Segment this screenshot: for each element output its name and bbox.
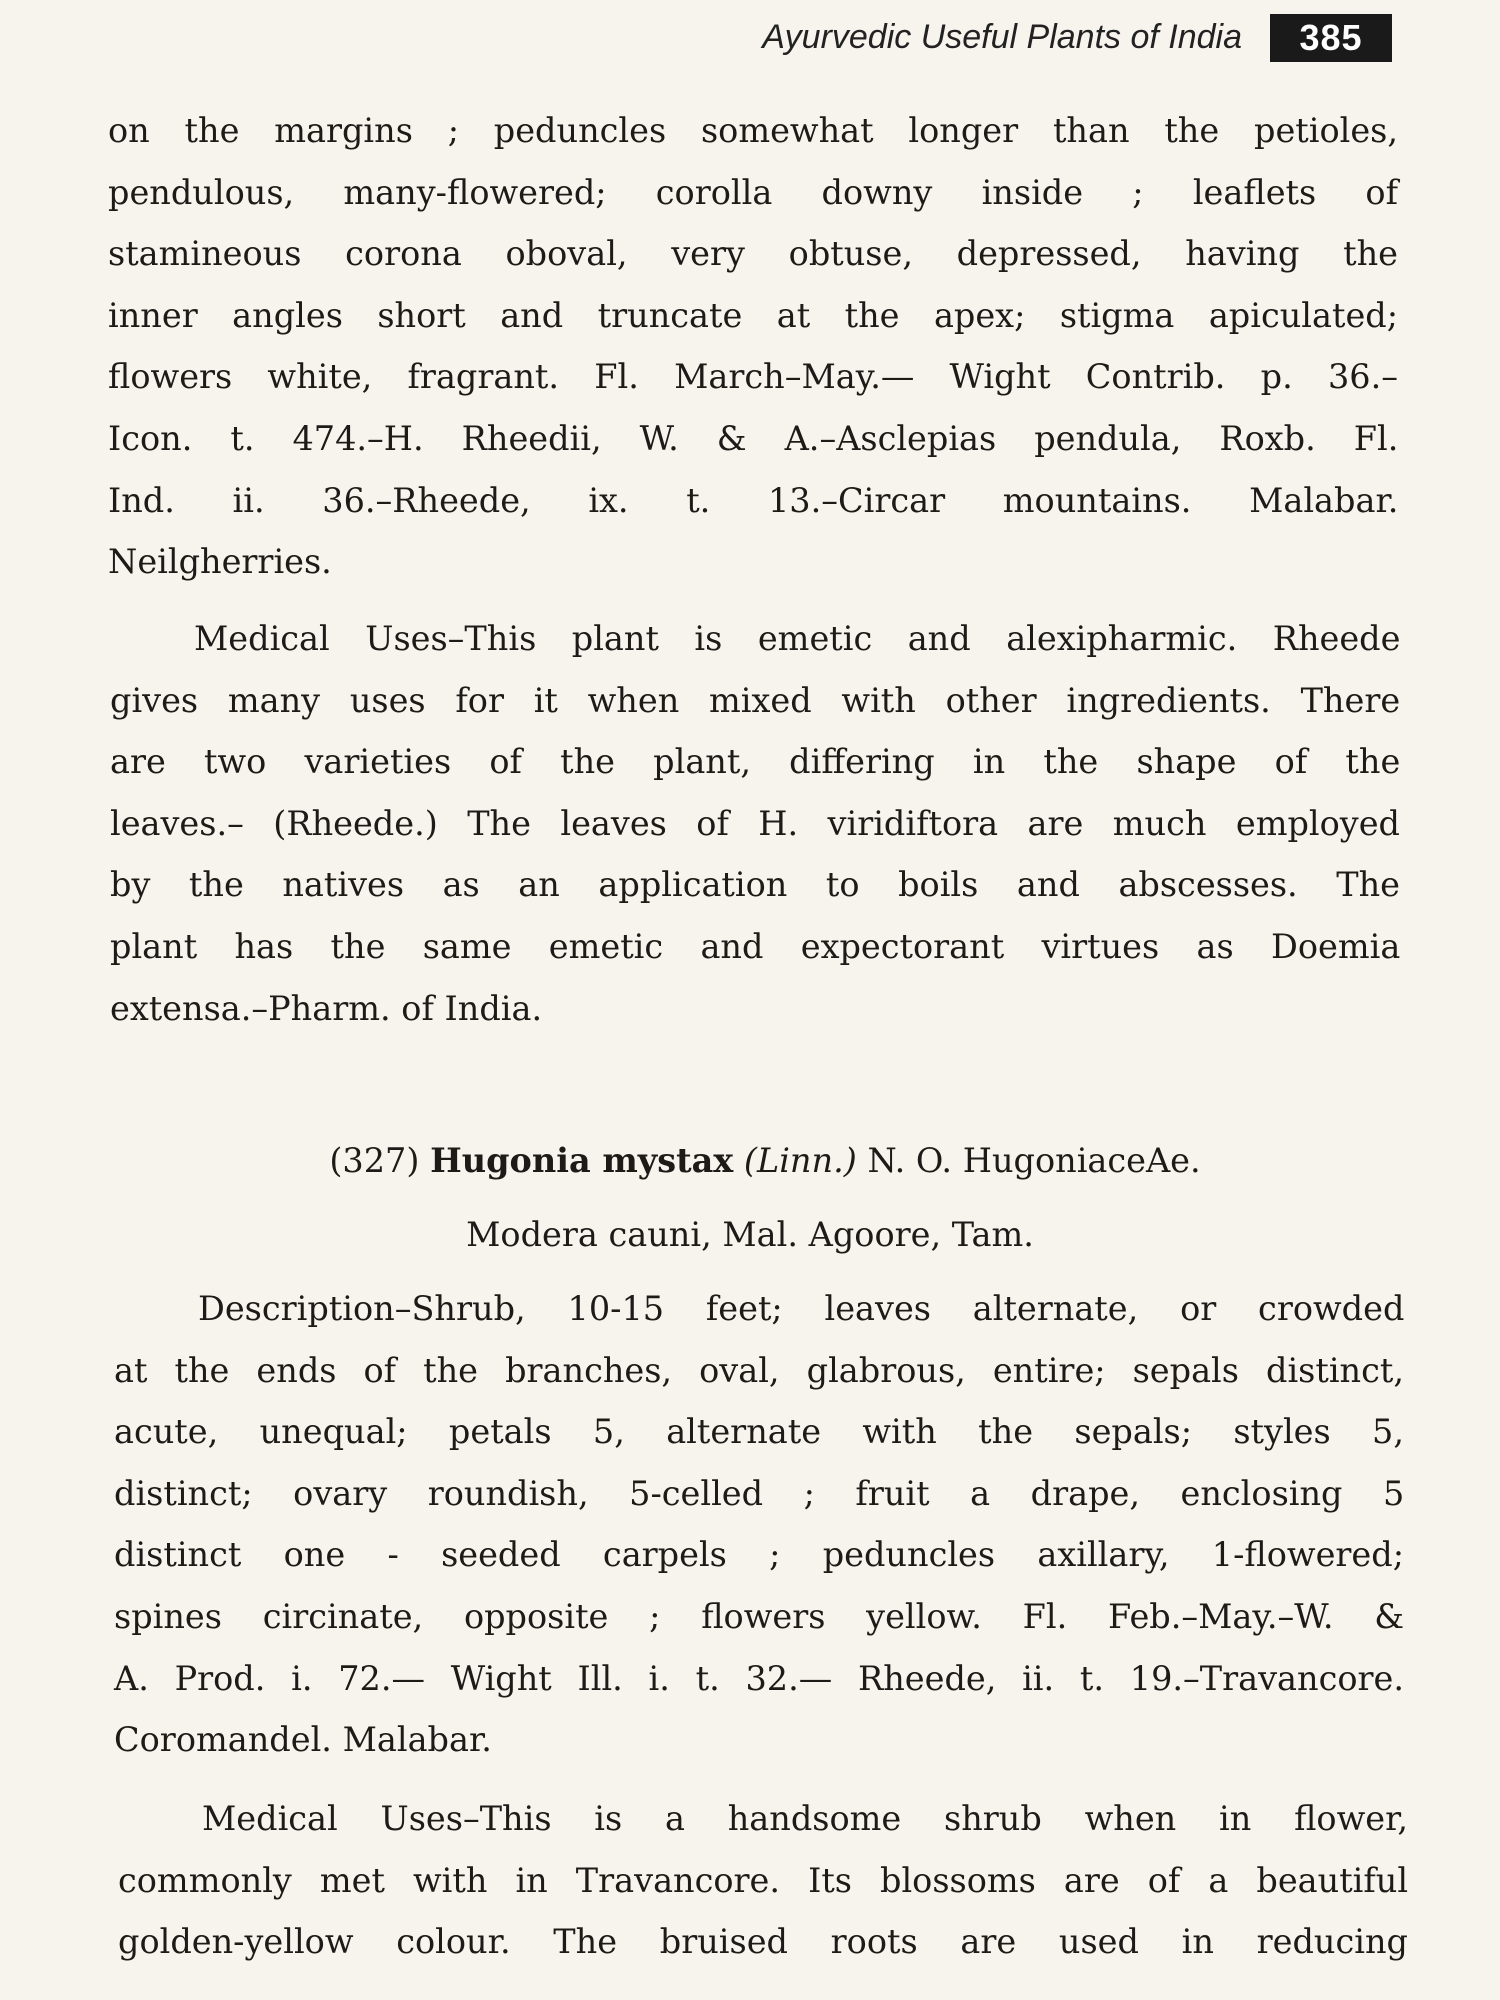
text-line: distinct; ovary roundish, 5-celled ; fruit a drape, enclosing 5 [114, 1473, 1405, 1513]
entry-heading [0, 1130, 1500, 1192]
description-paragraph [114, 1278, 1404, 1771]
text-line: stamineous corona oboval, very obtuse, depressed, having the [108, 234, 1398, 274]
text-line: Ind. ii. 36.–Rheede, ix. t. 13.–Circar mountains. Malabar. [108, 480, 1399, 520]
medical-uses-paragraph-1 [110, 608, 1400, 1039]
medical-uses-paragraph-2 [118, 1788, 1408, 1973]
entry-vernacular-names [0, 1204, 1500, 1266]
running-title: Ayurvedic Useful Plants of India [762, 18, 1242, 56]
text-line: distinct one - seeded carpels ; peduncles axillary, 1-flowered; [114, 1535, 1404, 1575]
text-line: are two varieties of the plant, differing in the shape of the [110, 742, 1401, 782]
text-line: plant has the same emetic and expectorant virtues as Doemia [110, 926, 1401, 966]
page-number: 385 [1270, 14, 1392, 62]
text-line: commonly met with in Travancore. Its blossoms are of a beautiful [118, 1860, 1409, 1900]
text-line: golden-yellow colour. The bruised roots are used in reducing [118, 1922, 1408, 1962]
text-line: Medical Uses–This plant is emetic and alexipharmic. Rheede [194, 619, 1401, 658]
text-line: gives many uses for it when mixed with other ingredients. There [110, 680, 1401, 720]
entry-number: (327) [329, 1141, 420, 1180]
text-line: inner angles short and truncate at the apex; stigma apiculated; [108, 295, 1398, 335]
entry-name: Hugonia mystax [430, 1141, 734, 1180]
text-line: Coromandel. Malabar. [114, 1720, 492, 1760]
running-header [0, 14, 1500, 70]
text-line: Description–Shrub, 10-15 feet; leaves alternate, or crowded [198, 1289, 1405, 1328]
text-line: acute, unequal; petals 5, alternate with the sepals; styles 5, [114, 1412, 1404, 1452]
text-line: leaves.– (Rheede.) The leaves of H. viridiftora are much employed [110, 803, 1400, 843]
text-line: Medical Uses–This is a handsome shrub when in flower, [202, 1799, 1409, 1838]
text-line: spines circinate, opposite ; flowers yellow. Fl. Feb.–May.–W. & [114, 1596, 1405, 1636]
text-line: extensa.–Pharm. of India. [110, 988, 543, 1028]
text-line: Icon. t. 474.–H. Rheedii, W. & A.–Asclepias pendula, Roxb. Fl. [108, 418, 1399, 458]
text-line: by the natives as an application to boils and abscesses. The [110, 865, 1400, 905]
text-line: on the margins ; peduncles somewhat longer than the petioles, [108, 111, 1398, 150]
text-line: pendulous, many-flowered; corolla downy inside ; leaflets of [108, 172, 1398, 212]
text-line: A. Prod. i. 72.— Wight Ill. i. t. 32.— Rheede, ii. t. 19.–Travancore. [114, 1658, 1404, 1698]
vernacular-names: Modera cauni, Mal. Agoore, Tam. [466, 1215, 1034, 1254]
entry-order: N. O. HugoniaceAe. [867, 1141, 1201, 1180]
paragraph-continuation [108, 100, 1398, 593]
text-line: flowers white, fragrant. Fl. March–May.— Wight Contrib. p. 36.– [108, 357, 1398, 397]
text-line: Neilgherries. [108, 542, 332, 582]
entry-authority: (Linn.) [743, 1141, 857, 1180]
text-line: at the ends of the branches, oval, glabrous, entire; sepals distinct, [114, 1350, 1404, 1390]
